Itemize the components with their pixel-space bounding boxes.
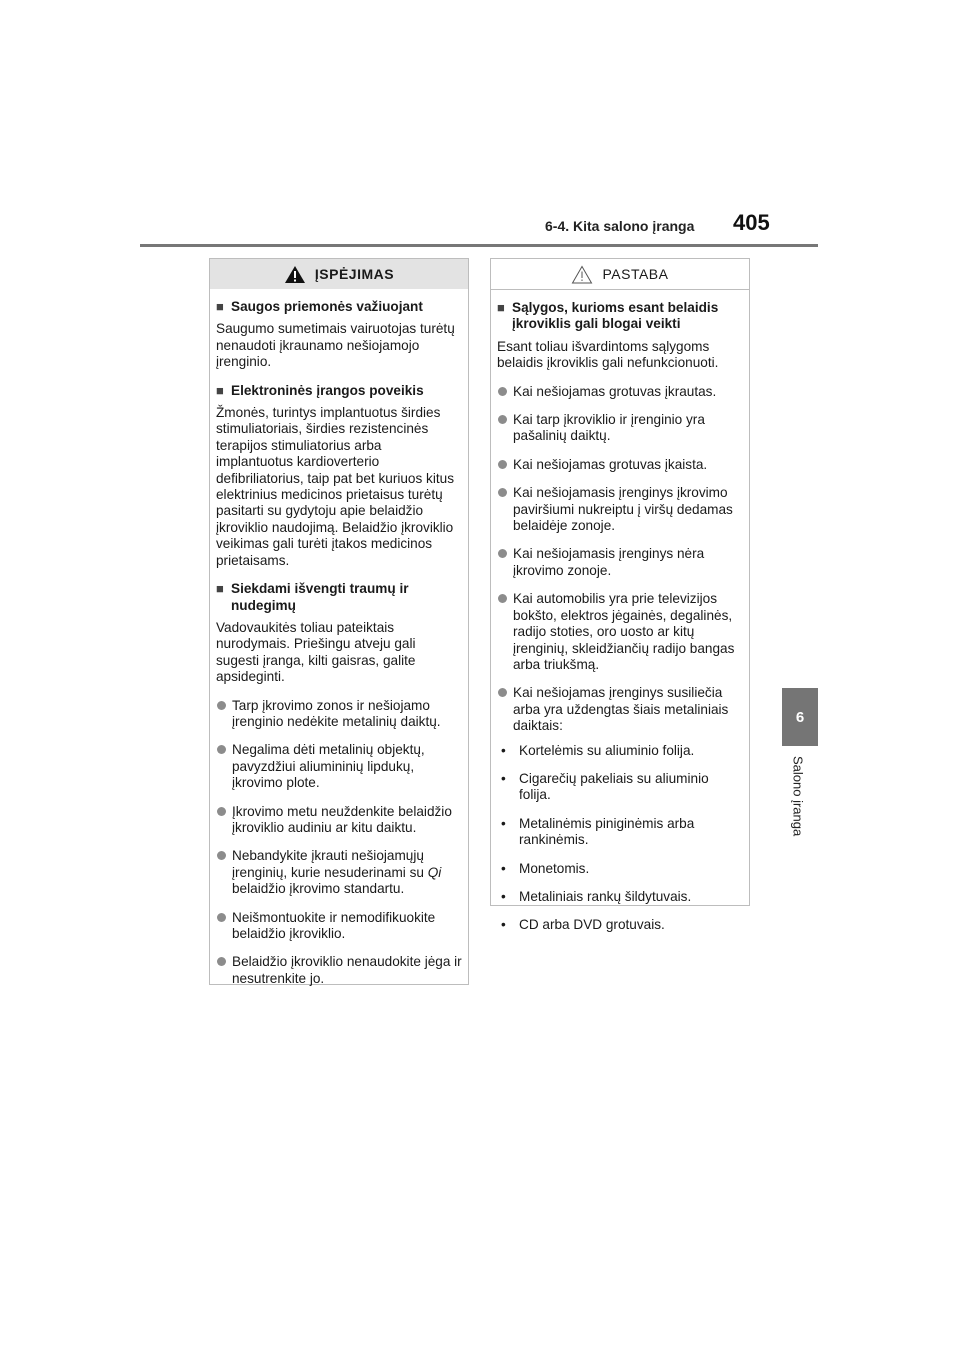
page-number: 405	[733, 210, 770, 235]
note-bullet-text: Kai nešiojamasis įrenginys nėra įkrovimo zonoje.	[513, 546, 705, 578]
round-bullet-icon	[217, 957, 226, 966]
warning-b4-pre: Nebandykite įkrauti nešiojamųjų įrenginių, kurie nesuderinami su	[232, 848, 428, 880]
note-sub-item-text: Monetomis.	[519, 860, 590, 876]
warning-paragraph: Žmonės, turintys implantuotus širdies stimuliatoriais, širdies rezistencinės terapijos stimuliatorius arba implantuotus kardioverterio defibriliatorius, taip pat bet kuriuos kitus elektrinius medicinos prietaisus turėtų pasitarti su gydytoju apie belaidžio įkroviklio naudojimą. Belaidžio įkroviklio veikimas gali turėti įtakos medicinos prietaisams.	[216, 405, 455, 568]
round-bullet-icon	[498, 594, 507, 603]
square-bullet-icon: ■	[216, 299, 224, 314]
dot-marker: •	[501, 917, 506, 933]
note-bullet	[497, 685, 743, 734]
warning-bullet	[216, 742, 462, 791]
warning-bullet	[216, 848, 462, 897]
warning-sec2-title: Elektroninės įrangos poveikis	[231, 382, 424, 398]
header-section-title: 6-4. Kita salono įranga	[545, 218, 695, 234]
round-bullet-icon	[498, 549, 507, 558]
round-bullet-icon	[498, 488, 507, 497]
note-box	[490, 258, 750, 933]
dot-marker: •	[501, 815, 506, 831]
note-body	[491, 290, 749, 934]
note-bullet-text: Kai nešiojamas įrenginys susiliečia arba yra uždengtas šiais metaliniais daiktais:	[513, 685, 729, 734]
note-intro: Esant toliau išvardintoms sąlygoms belaidis įkroviklis gali nefunkcionuoti.	[497, 338, 719, 371]
note-sub-item-text: Metaliniais rankų šildytuvais.	[519, 888, 692, 904]
chapter-side-label	[783, 756, 813, 856]
note-bullet-text: Kai automobilis yra prie televizijos bokšto, elektros jėgainės, degalinės, radijo stoties, oro uosto ar kitų įrenginių, skleidžiančių radijo bangas arba triukšmą.	[513, 591, 735, 672]
round-bullet-icon	[498, 688, 507, 697]
note-sub-item	[497, 861, 743, 877]
note-title: PASTABA	[602, 266, 669, 282]
note-sub-item-text: Metalinėmis piniginėmis arba rankinėmis.	[519, 815, 695, 848]
round-bullet-icon	[217, 913, 226, 922]
note-bullet	[497, 412, 743, 445]
warning-b4-post: belaidžio įkrovimo standartu.	[232, 881, 405, 897]
warning-bullet-text: Negalima dėti metalinių objektų, pavyzdžiui aliumininių lipdukų, įkrovimo plote.	[232, 742, 425, 791]
square-bullet-icon: ■	[216, 581, 224, 597]
note-bullet	[497, 485, 743, 534]
warning-bullet	[216, 954, 462, 987]
note-bullet-text: Kai nešiojamas grotuvas įkaista.	[513, 456, 708, 472]
warning-title: ĮSPĖJIMAS	[314, 266, 395, 282]
round-bullet-icon	[217, 745, 226, 754]
warning-bullet-text: Įkrovimo metu neuždenkite belaidžio įkroviklio audiniu ar kitu daiktu.	[232, 803, 452, 835]
warning-bullet-text	[232, 848, 462, 897]
note-sub-item	[497, 816, 743, 849]
note-sub-item	[497, 743, 743, 759]
dot-marker: •	[501, 770, 506, 786]
chapter-title: Salono įranga	[790, 756, 806, 837]
warning-bullet	[216, 804, 462, 837]
round-bullet-icon	[217, 807, 226, 816]
note-sub-item	[497, 917, 743, 933]
note-sub-item-text: Kortelėmis su aliuminio folija.	[519, 742, 695, 758]
warning-paragraph: Vadovaukitės toliau pateiktais nurodymais. Priešingu atveju gali sugesti įranga, kilti gaisras, galite apsideginti.	[216, 619, 416, 685]
note-sub-item-text: Cigarečių pakeliais su aliuminio folija.	[519, 770, 709, 803]
chapter-tab: 6	[782, 688, 818, 746]
note-bullet-text: Kai nešiojamas grotuvas įkrautas.	[513, 383, 717, 399]
round-bullet-icon	[498, 415, 507, 424]
square-bullet-icon: ■	[216, 382, 224, 398]
warning-section-title	[216, 299, 462, 315]
warning-bullet-text: Belaidžio įkroviklio nenaudokite jėga ir nesutrenkite jo.	[232, 954, 462, 986]
header-rule	[140, 244, 818, 247]
note-section-title	[497, 300, 743, 333]
note-bullet-text: Kai nešiojamasis įrenginys įkrovimo paviršiumi nukreiptu į viršų dedamas belaidėje zonoje.	[513, 485, 733, 534]
warning-sec3-title: Siekdami išvengti traumų ir nudegimų	[231, 581, 409, 613]
note-sub-item	[497, 771, 743, 804]
round-bullet-icon	[498, 460, 507, 469]
note-bullet	[497, 591, 743, 673]
warning-header	[210, 259, 468, 289]
dot-marker: •	[501, 888, 506, 904]
note-bullet	[497, 546, 743, 579]
warning-sec1-title: Saugos priemonės važiuojant	[231, 299, 423, 314]
warning-bullet	[216, 910, 462, 943]
warning-section-title	[216, 581, 462, 614]
note-header	[491, 259, 749, 290]
dot-marker: •	[501, 742, 506, 758]
note-sub-item	[497, 889, 743, 905]
round-bullet-icon	[498, 387, 507, 396]
warning-bullet-text: Tarp įkrovimo zonos ir nešiojamo įrenginio nedėkite metalinių daiktų.	[232, 697, 441, 729]
warning-bullet-text: Neišmontuokite ir nemodifikuokite belaidžio įkroviklio.	[232, 909, 436, 941]
warning-box	[209, 258, 469, 985]
warning-triangle-icon	[284, 265, 306, 284]
note-sub-item-text: CD arba DVD grotuvais.	[519, 917, 665, 933]
warning-section-title	[216, 383, 462, 399]
square-bullet-icon: ■	[497, 300, 505, 315]
note-bullet-text: Kai tarp įkroviklio ir įrenginio yra pašalinių daiktų.	[513, 412, 705, 444]
dot-marker: •	[501, 860, 506, 876]
round-bullet-icon	[217, 701, 226, 710]
caution-triangle-icon	[571, 265, 593, 284]
round-bullet-icon	[217, 851, 226, 860]
warning-bullet	[216, 698, 462, 731]
note-bullet	[497, 384, 743, 400]
warning-paragraph: Saugumo sumetimais vairuotojas turėtų nenaudoti įkraunamo nešiojamojo įrenginio.	[216, 321, 455, 370]
note-bullet	[497, 457, 743, 473]
note-sec-title: Sąlygos, kurioms esant belaidis įkroviklis gali blogai veikti	[512, 300, 719, 332]
warning-body	[210, 289, 468, 987]
qi-standard-term: Qi	[427, 864, 442, 880]
